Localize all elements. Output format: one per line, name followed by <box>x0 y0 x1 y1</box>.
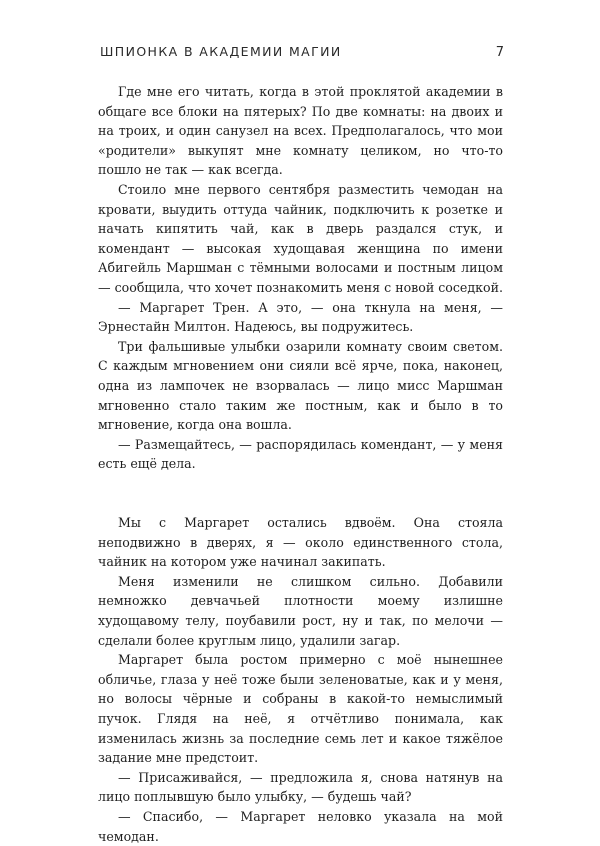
page-number: 7 <box>495 45 504 60</box>
paragraph: — Маргарет Трен. А это, — она ткнула на меня, — Эрнестайн Милтон. Надеюсь, вы подружитесь. <box>98 299 503 335</box>
paragraph: Меня изменили не слишком сильно. Добавили немножко девчачьей плотности моему излишне худощавому телу, поубавили рост, ну и так, по мелочи — сделали более круглым лицо, удалили загар. <box>98 573 503 648</box>
body-text <box>98 82 503 846</box>
paragraph: Где мне его читать, когда в этой проклятой академии в общаге все блоки на пятерых? По две комнаты: на двоих и на троих, и один санузел на всех. Предполагалось, что мои «родители» выкупят мне комнату целиком, но что-то пошло не так — как всегда. <box>98 84 503 178</box>
paragraph: Мы с Маргарет остались вдвоём. Она стояла неподвижно в дверях, я — около единственного стола, чайник на котором уже начинал закипать. <box>98 515 503 570</box>
paragraph: — Спасибо, — Маргарет неловко указала на мой чемодан. <box>98 808 503 844</box>
paragraph: — Размещайтесь, — распорядилась комендант, — у меня есть ещё дела. <box>98 436 503 472</box>
paragraph: Стоило мне первого сентября разместить чемодан на кровати, выудить оттуда чайник, подключить к розетке и начать кипятить чай, как в дверь раздался стук, и комендант — высокая худощавая женщина по имени Абигейль Маршман с тёмными волосами и постным лицом — сообщила, что хочет познакомить меня с новой соседкой. <box>98 181 503 295</box>
section-break <box>98 474 503 494</box>
section-break <box>98 493 503 513</box>
paragraph: — Присаживайся, — предложила я, снова натянув на лицо поплывшую было улыбку, — будешь чай? <box>98 769 503 805</box>
page-header <box>100 44 504 60</box>
paragraph: Три фальшивые улыбки озарили комнату своим светом. С каждым мгновением они сияли всё ярче, пока, наконец, одна из лампочек не взорвалась — лицо мисс Маршман мгновенно стало таким же постным, как и было в то мгновение, когда она вошла. <box>98 338 503 433</box>
running-title: ШПИОНКА В АКАДЕМИИ МАГИИ <box>100 44 342 59</box>
paragraph: Маргарет была ростом примерно с моё нынешнее обличье, глаза у неё тоже были зеленоватые, как и у меня, но волосы чёрные и собраны в какой-то немыслимый пучок. Глядя на неё, я отчётливо понимала, как изменилась жизнь за последние семь лет и какое тяжёлое задание мне предстоит. <box>98 652 503 766</box>
